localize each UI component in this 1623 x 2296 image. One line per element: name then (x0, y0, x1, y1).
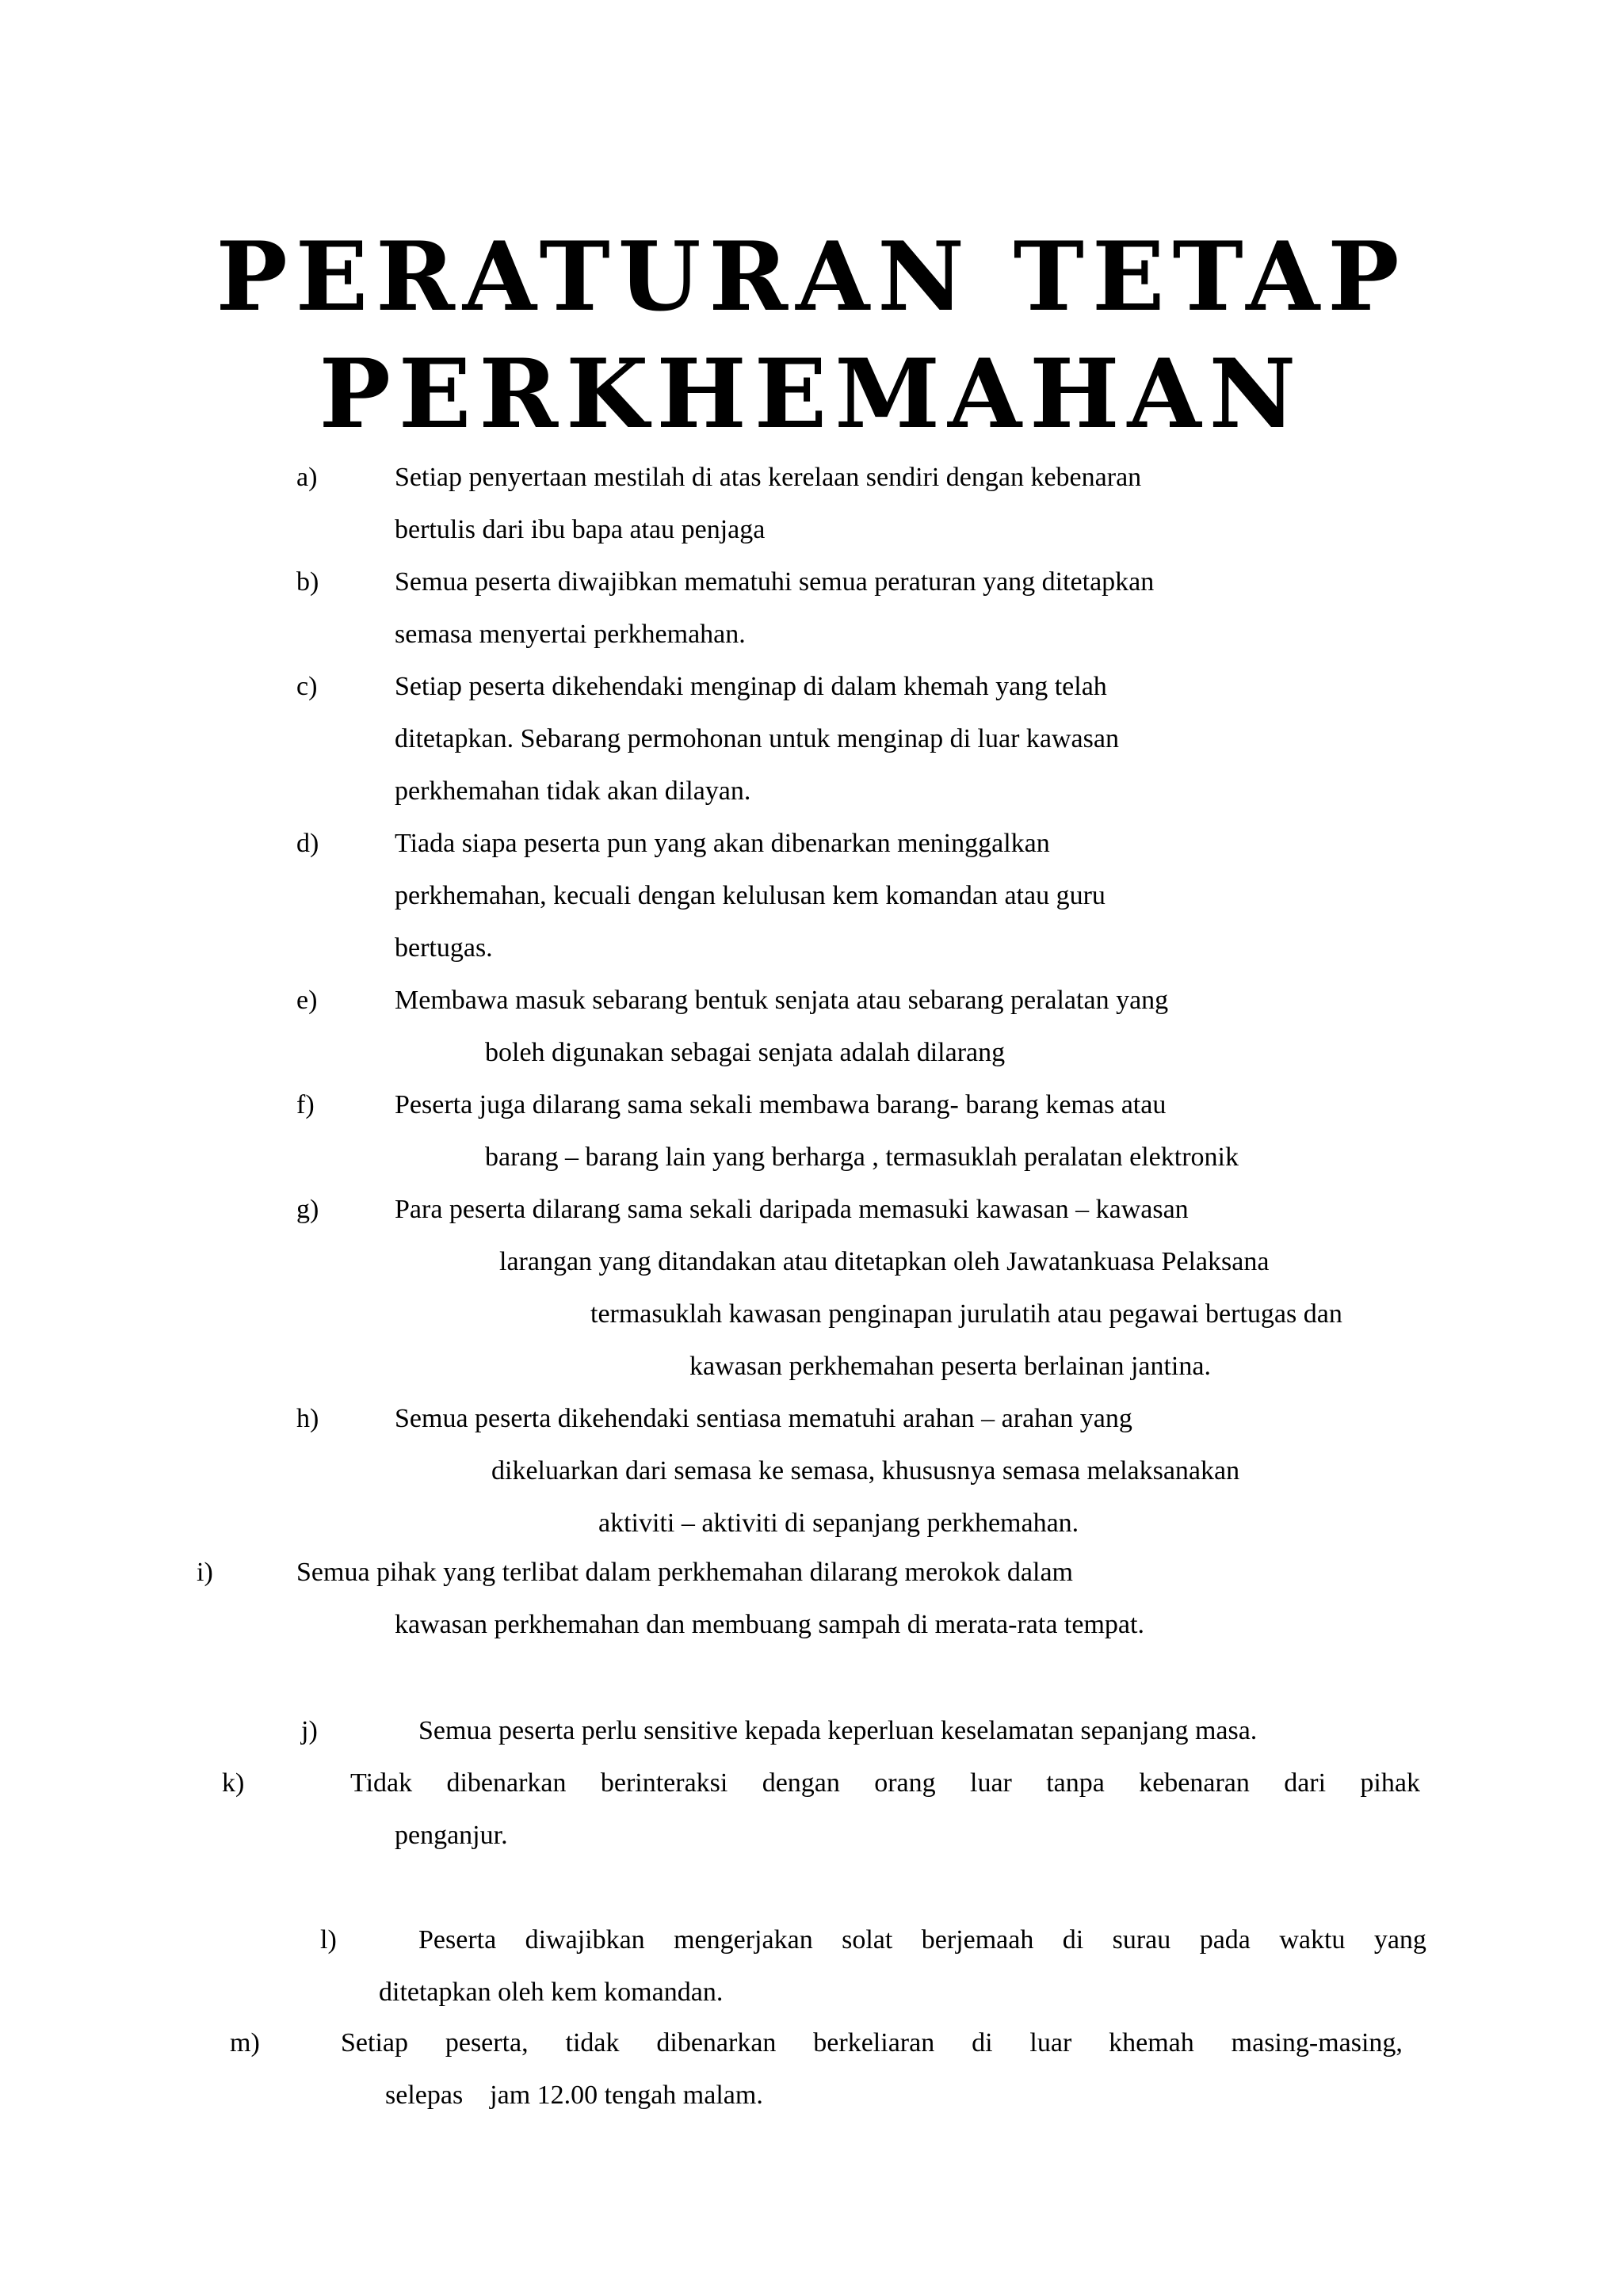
rule-text-line: aktiviti – aktiviti di sepanjang perkhemahan. (598, 1508, 1079, 1538)
rule-marker: g) (296, 1195, 319, 1224)
justified-word: di (1062, 1925, 1084, 1955)
justified-word: berjemaah (921, 1925, 1034, 1955)
justified-word: dibenarkan (656, 2028, 777, 2058)
rule-text-line: boleh digunakan sebagai senjata adalah dilarang (485, 1038, 1006, 1067)
rule-marker: e) (296, 986, 318, 1015)
rule-text-line: Semua peserta diwajibkan mematuhi semua peraturan yang ditetapkan (395, 567, 1155, 597)
rule-text-line: dikeluarkan dari semasa ke semasa, khususnya semasa melaksanakan (491, 1456, 1240, 1486)
rule-text-line: bertugas. (395, 933, 493, 963)
rule-text-line: Semua peserta dikehendaki sentiasa mematuhi arahan – arahan yang (395, 1404, 1132, 1433)
justified-word: yang (1373, 1925, 1426, 1955)
rule-text-line: bertulis dari ibu bapa atau penjaga (395, 515, 766, 544)
rule-marker: h) (296, 1404, 319, 1433)
justified-word: dari (1284, 1768, 1327, 1798)
rule-text-line: Setiap peserta dikehendaki menginap di dalam khemah yang telah (395, 672, 1107, 701)
rule-text-line: ditetapkan oleh kem komandan. (379, 1978, 724, 2007)
rule-text-line: Semua peserta perlu sensitive kepada keperluan keselamatan sepanjang masa. (418, 1716, 1258, 1745)
justified-word: waktu (1279, 1925, 1346, 1955)
rule-text-line: perkhemahan tidak akan dilayan. (395, 776, 751, 806)
justified-word: peserta, (445, 2028, 529, 2058)
justified-word: berkeliaran (813, 2028, 935, 2058)
justified-word: surau (1112, 1925, 1171, 1955)
justified-word: Tidak (350, 1768, 413, 1798)
rule-text-line: Para peserta dilarang sama sekali daripada memasuki kawasan – kawasan (395, 1195, 1189, 1224)
rule-text-line: barang – barang lain yang berharga , termasuklah peralatan elektronik (485, 1142, 1239, 1172)
rule-text-line: selepas jam 12.00 tengah malam. (385, 2081, 763, 2110)
rule-text-line: Membawa masuk sebarang bentuk senjata atau sebarang peralatan yang (395, 986, 1169, 1015)
justified-word: berinteraksi (600, 1768, 728, 1798)
justified-word: pihak (1360, 1768, 1420, 1798)
rule-text-line: Tiada siapa peserta pun yang akan dibenarkan meninggalkan (395, 829, 1050, 858)
justified-word: dengan (762, 1768, 840, 1798)
justified-word: dibenarkan (446, 1768, 567, 1798)
document-title-line-2: PERKHEMAHAN (319, 338, 1304, 450)
rule-text-line (341, 2030, 1403, 2057)
rule-text-line: perkhemahan, kecuali dengan kelulusan kem komandan atau guru (395, 881, 1106, 910)
rule-text-line: penganjur. (395, 1821, 508, 1850)
rule-marker: k) (222, 1768, 245, 1798)
justified-word: di (972, 2028, 993, 2058)
rule-marker: c) (296, 672, 318, 701)
justified-word: luar (1029, 2028, 1072, 2058)
justified-word: mengerjakan (674, 1925, 813, 1955)
rule-text-line: larangan yang ditandakan atau ditetapkan oleh Jawatankuasa Pelaksana (499, 1247, 1270, 1276)
rule-text-line: Setiap penyertaan mestilah di atas kerelaan sendiri dengan kebenaran (395, 463, 1142, 492)
rule-text-line: termasuklah kawasan penginapan jurulatih atau pegawai bertugas dan (590, 1299, 1342, 1329)
rule-marker: f) (296, 1090, 315, 1119)
justified-word: orang (874, 1768, 936, 1798)
justified-word: masing-masing, (1231, 2028, 1403, 2058)
rule-text-line: Semua pihak yang terlibat dalam perkhemahan dilarang merokok dalam (296, 1558, 1073, 1587)
rule-text-line (350, 1770, 1420, 1797)
rule-marker: d) (296, 829, 319, 858)
rule-text-line: Peserta juga dilarang sama sekali membawa barang- barang kemas atau (395, 1090, 1167, 1119)
rule-marker: l) (320, 1925, 337, 1955)
rule-marker: a) (296, 463, 318, 492)
justified-word: pada (1199, 1925, 1251, 1955)
justified-word: kebenaran (1139, 1768, 1250, 1798)
justified-word: Setiap (341, 2028, 408, 2058)
justified-word: khemah (1109, 2028, 1194, 2058)
rule-text-line (418, 1927, 1426, 1954)
justified-word: diwajibkan (525, 1925, 645, 1955)
rule-marker: j) (301, 1716, 318, 1745)
justified-word: tidak (565, 2028, 620, 2058)
rule-marker: b) (296, 567, 319, 597)
justified-word: luar (970, 1768, 1012, 1798)
justified-word: Peserta (418, 1925, 497, 1955)
rule-marker: m) (230, 2028, 260, 2058)
rule-text-line: semasa menyertai perkhemahan. (395, 620, 746, 649)
rule-text-line: ditetapkan. Sebarang permohonan untuk menginap di luar kawasan (395, 724, 1119, 753)
justified-word: solat (842, 1925, 893, 1955)
rule-text-line: kawasan perkhemahan dan membuang sampah di merata-rata tempat. (395, 1610, 1144, 1639)
document-title-line-1: PERATURAN TETAP (216, 221, 1407, 333)
rule-marker: i) (197, 1558, 213, 1587)
rule-text-line: kawasan perkhemahan peserta berlainan jantina. (689, 1352, 1211, 1381)
justified-word: tanpa (1046, 1768, 1105, 1798)
